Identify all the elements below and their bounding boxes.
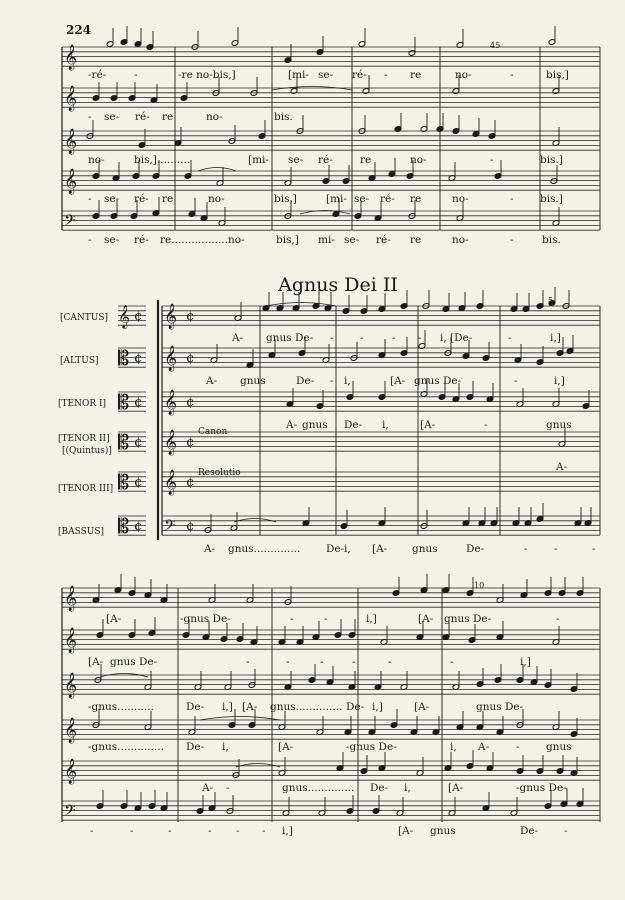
slur	[200, 717, 280, 721]
svg-text:-: -	[324, 613, 328, 625]
svg-text:i,: i,	[344, 375, 351, 387]
svg-text:ré-: ré-	[380, 193, 395, 205]
meter-sign: ¢	[134, 351, 143, 366]
svg-text:-gnus De-: -gnus De-	[516, 782, 567, 794]
svg-text:-: -	[564, 825, 568, 837]
svg-text:se-: se-	[288, 154, 304, 166]
svg-text:-: -	[592, 543, 596, 555]
svg-text:se-: se-	[344, 234, 360, 246]
slur	[236, 764, 280, 768]
svg-text:-: -	[510, 193, 514, 205]
svg-text:gnus: gnus	[430, 825, 456, 837]
clef-glyph: 𝄞	[118, 304, 130, 328]
page-number: 224	[66, 23, 92, 37]
svg-text:bis,]: bis,]	[274, 193, 297, 205]
svg-text:-: -	[516, 741, 520, 753]
svg-text:-: -	[262, 825, 266, 837]
svg-text:A-: A-	[202, 782, 214, 794]
svg-text:bis,]..........: bis,]..........	[134, 154, 191, 166]
svg-text:i,]: i,]	[520, 656, 531, 668]
svg-text:-: -	[88, 111, 92, 123]
svg-text:i,: i,	[382, 419, 389, 431]
svg-text:-: -	[388, 656, 392, 668]
svg-text:De-: De-	[520, 825, 539, 837]
staff-mid-4	[162, 432, 600, 451]
svg-text:-: -	[384, 69, 388, 81]
lyrics-mid-tenor-2	[555, 461, 568, 473]
clef-glyph: 𝄞	[64, 586, 78, 611]
svg-text:i,]: i,]	[554, 375, 565, 387]
annotation-canon: Canon	[198, 427, 228, 437]
svg-text:gnus De-: gnus De-	[476, 701, 524, 713]
svg-text:[A-: [A-	[278, 741, 294, 753]
svg-text:gnus De-: gnus De-	[414, 375, 462, 387]
svg-text:-: -	[246, 656, 250, 668]
voice-label-tenor-1: [TENOR I]	[58, 399, 107, 409]
svg-text:gnus..............: gnus..............	[282, 782, 355, 794]
svg-text:A-: A-	[478, 741, 490, 753]
svg-text:-: -	[130, 825, 134, 837]
svg-text:bis,]: bis,]	[546, 69, 569, 81]
staff-top-1	[62, 47, 600, 66]
svg-text:De-: De-	[326, 543, 345, 555]
meter-sign: ¢	[186, 519, 195, 534]
svg-text:gnus: gnus	[302, 419, 328, 431]
svg-text:[A-: [A-	[448, 782, 464, 794]
voice-label-tenor-3: [TENOR III]	[58, 484, 114, 494]
measure-number-bottom: 10	[474, 581, 485, 590]
clef-glyph: 𝄞	[64, 129, 78, 154]
svg-text:A-: A-	[232, 332, 244, 344]
meter-sign: ¢	[186, 435, 195, 450]
voice-label-quintus: [(Quintus)]	[62, 446, 112, 456]
svg-text:[A-: [A-	[414, 701, 430, 713]
svg-text:De-: De-	[346, 701, 365, 713]
svg-text:-: -	[226, 782, 230, 794]
svg-text:se-: se-	[104, 111, 120, 123]
svg-text:i,: i,	[450, 741, 457, 753]
svg-text:[A-: [A-	[418, 613, 434, 625]
slur	[198, 168, 236, 172]
svg-text:no-: no-	[452, 193, 469, 205]
lyrics-mid-tenor-1	[285, 419, 572, 431]
svg-text:-: -	[392, 332, 396, 344]
svg-text:-: -	[352, 656, 356, 668]
voice-label-tenor-2: [TENOR II]	[58, 434, 110, 444]
svg-text:re: re	[162, 111, 174, 123]
svg-text:-: -	[508, 332, 512, 344]
meter-sign: ¢	[186, 351, 195, 366]
clef-glyph: 𝄡	[118, 470, 130, 494]
svg-text:[A-: [A-	[106, 613, 122, 625]
svg-text:-gnus De-: -gnus De-	[346, 741, 397, 753]
svg-text:A-: A-	[286, 419, 298, 431]
svg-text:-gnus..............: -gnus..............	[88, 741, 164, 753]
svg-text:gnus De-: gnus De-	[444, 613, 492, 625]
svg-text:i,: i,	[222, 741, 229, 753]
svg-text:-: -	[236, 825, 240, 837]
clef-glyph: 𝄡	[118, 514, 130, 538]
svg-text:ré-: ré-	[134, 193, 149, 205]
svg-text:i, [De-: i, [De-	[440, 332, 473, 344]
svg-text:no-: no-	[206, 111, 223, 123]
svg-text:bis.]: bis.]	[540, 193, 563, 205]
svg-text:i,]: i,]	[222, 701, 233, 713]
svg-text:[A-: [A-	[88, 656, 104, 668]
svg-text:gnus: gnus	[240, 375, 266, 387]
voice-label-altus: [ALTUS]	[60, 356, 99, 366]
measure-number-mid: 5	[548, 296, 554, 305]
svg-text:re: re	[360, 154, 372, 166]
svg-text:De-: De-	[186, 701, 205, 713]
svg-text:[A-: [A-	[420, 419, 436, 431]
svg-text:re: re	[410, 69, 422, 81]
clef-glyph: 𝄞	[64, 673, 78, 698]
meter-sign: ¢	[134, 309, 143, 324]
clef-glyph: 𝄞	[164, 390, 178, 415]
svg-text:[A-: [A-	[398, 825, 414, 837]
meter-sign: ¢	[134, 519, 143, 534]
svg-text:A-: A-	[206, 375, 218, 387]
voice-label-bassus: [BASSUS]	[58, 527, 105, 537]
svg-text:no-: no-	[452, 234, 469, 246]
svg-text:A-: A-	[556, 461, 568, 473]
svg-text:mi-: mi-	[318, 234, 335, 246]
svg-text:i,: i,	[344, 543, 351, 555]
svg-text:se-: se-	[104, 234, 120, 246]
svg-text:-: -	[514, 375, 518, 387]
lyrics-top-1	[88, 69, 569, 81]
svg-text:-: -	[134, 69, 138, 81]
lyrics-mid-cantus	[231, 332, 561, 344]
svg-text:gnus: gnus	[546, 741, 572, 753]
clef-glyph: 𝄞	[64, 628, 78, 653]
svg-text:-: -	[88, 193, 92, 205]
measure-number-top: 45	[490, 41, 501, 50]
svg-text:-: -	[510, 69, 514, 81]
svg-text:bis,]: bis,]	[276, 234, 299, 246]
svg-text:ré-: ré-	[376, 234, 391, 246]
meter-sign: ¢	[134, 435, 143, 450]
svg-text:no-: no-	[410, 154, 427, 166]
svg-text:-: -	[490, 154, 494, 166]
meter-sign: ¢	[186, 475, 195, 490]
clef-glyph: 𝄞	[64, 45, 78, 70]
svg-text:i,: i,	[404, 782, 411, 794]
svg-text:-ré-: -ré-	[88, 69, 107, 81]
svg-text:-: -	[290, 613, 294, 625]
clef-glyph: 𝄞	[164, 470, 178, 495]
meter-sign: ¢	[134, 475, 143, 490]
svg-text:De-: De-	[344, 419, 363, 431]
staff-top-5	[62, 211, 600, 230]
clef-glyph: 𝄞	[64, 86, 78, 111]
svg-text:gnus..............: gnus..............	[270, 701, 343, 713]
svg-text:gnus: gnus	[412, 543, 438, 555]
staff-top-4	[62, 171, 600, 190]
svg-text:no-: no-	[455, 69, 472, 81]
clef-glyph: 𝄡	[118, 390, 130, 414]
clef-glyph: 𝄞	[164, 304, 178, 329]
svg-text:i,]: i,]	[282, 825, 293, 837]
slur	[234, 519, 276, 523]
meter-sign: ¢	[186, 309, 195, 324]
svg-text:gnus De-: gnus De-	[266, 332, 314, 344]
svg-text:i,]: i,]	[550, 332, 561, 344]
lyrics-mid-bassus	[203, 543, 596, 555]
svg-text:-re no-bis,]: -re no-bis,]	[178, 69, 236, 81]
clef-glyph: 𝄡	[118, 346, 130, 370]
clef-glyph: 𝄢	[64, 802, 76, 823]
svg-text:-: -	[556, 613, 560, 625]
clef-glyph: 𝄞	[164, 430, 178, 455]
svg-text:[mi-: [mi-	[288, 69, 309, 81]
svg-text:-: -	[484, 419, 488, 431]
svg-text:re: re	[410, 234, 422, 246]
svg-text:no-: no-	[228, 234, 245, 246]
lyrics-bottom-1	[106, 613, 560, 625]
svg-text:-: -	[90, 825, 94, 837]
svg-text:-: -	[554, 543, 558, 555]
svg-text:re: re	[410, 193, 422, 205]
svg-text:-: -	[168, 825, 172, 837]
svg-text:se-: se-	[354, 193, 370, 205]
staff-top-2	[62, 88, 600, 107]
clef-glyph: 𝄞	[64, 759, 78, 784]
clef-glyph: 𝄞	[64, 718, 78, 743]
svg-text:ré-: ré-	[318, 154, 333, 166]
svg-text:-: -	[510, 234, 514, 246]
annotation-resolutio: Resolutio	[198, 468, 241, 478]
svg-text:[A-: [A-	[242, 701, 258, 713]
svg-text:gnus De-: gnus De-	[110, 656, 158, 668]
svg-text:-: -	[418, 332, 422, 344]
svg-text:re.................: re.................	[160, 234, 228, 246]
svg-text:-: -	[360, 332, 364, 344]
svg-text:-: -	[450, 656, 454, 668]
svg-text:re: re	[162, 193, 174, 205]
svg-text:gnus..............: gnus..............	[228, 543, 301, 555]
svg-text:-: -	[524, 543, 528, 555]
svg-text:[mi-: [mi-	[248, 154, 269, 166]
section-title: Agnus Dei II	[278, 274, 398, 296]
svg-text:De-: De-	[370, 782, 389, 794]
lyrics-bottom-3	[88, 701, 524, 713]
svg-text:[mi-: [mi-	[326, 193, 347, 205]
svg-text:-gnus De-: -gnus De-	[180, 613, 231, 625]
svg-text:se-: se-	[104, 193, 120, 205]
svg-text:-: -	[330, 332, 334, 344]
clef-glyph: 𝄢	[64, 212, 76, 233]
svg-text:[A-: [A-	[390, 375, 406, 387]
lyrics-bottom-2	[88, 656, 531, 668]
svg-text:-: -	[208, 825, 212, 837]
svg-text:ré-: ré-	[134, 234, 149, 246]
staff-bottom-2	[62, 630, 600, 649]
meter-sign: ¢	[134, 395, 143, 410]
svg-text:De-: De-	[466, 543, 485, 555]
svg-text:-: -	[330, 375, 334, 387]
lyrics-top-3	[88, 154, 563, 166]
lyrics-top-2	[88, 111, 293, 123]
svg-text:bis.]: bis.]	[540, 154, 563, 166]
slur	[266, 303, 336, 307]
svg-text:i,]: i,]	[366, 613, 377, 625]
staff-bottom-1	[62, 588, 600, 607]
meter-sign: ¢	[186, 395, 195, 410]
lyrics-bottom-4	[88, 741, 572, 753]
svg-text:[A-: [A-	[372, 543, 388, 555]
clef-glyph: 𝄞	[64, 169, 78, 194]
clef-glyph: 𝄢	[164, 517, 176, 538]
svg-text:bis.: bis.	[274, 111, 293, 123]
svg-text:no-: no-	[88, 154, 105, 166]
svg-text:i,]: i,]	[372, 701, 383, 713]
clef-glyph: 𝄡	[118, 430, 130, 454]
svg-text:ré-: ré-	[135, 111, 150, 123]
svg-text:se-: se-	[318, 69, 334, 81]
svg-text:no-: no-	[208, 193, 225, 205]
svg-text:De-: De-	[186, 741, 205, 753]
svg-text:gnus: gnus	[546, 419, 572, 431]
svg-text:ré-: ré-	[352, 69, 367, 81]
lyrics-bottom-5	[201, 782, 567, 794]
staff-bottom-6	[62, 801, 600, 820]
voice-label-cantus: [CANTUS]	[60, 313, 109, 323]
svg-text:A-: A-	[204, 543, 216, 555]
svg-text:-: -	[320, 656, 324, 668]
lyrics-top-5	[88, 234, 561, 246]
svg-text:bis.: bis.	[542, 234, 561, 246]
svg-text:De-: De-	[296, 375, 315, 387]
lyrics-bottom-6	[90, 825, 568, 837]
svg-text:-: -	[88, 234, 92, 246]
clef-glyph: 𝄞	[164, 346, 178, 371]
svg-text:-: -	[286, 656, 290, 668]
svg-text:-gnus...........: -gnus...........	[88, 701, 154, 713]
